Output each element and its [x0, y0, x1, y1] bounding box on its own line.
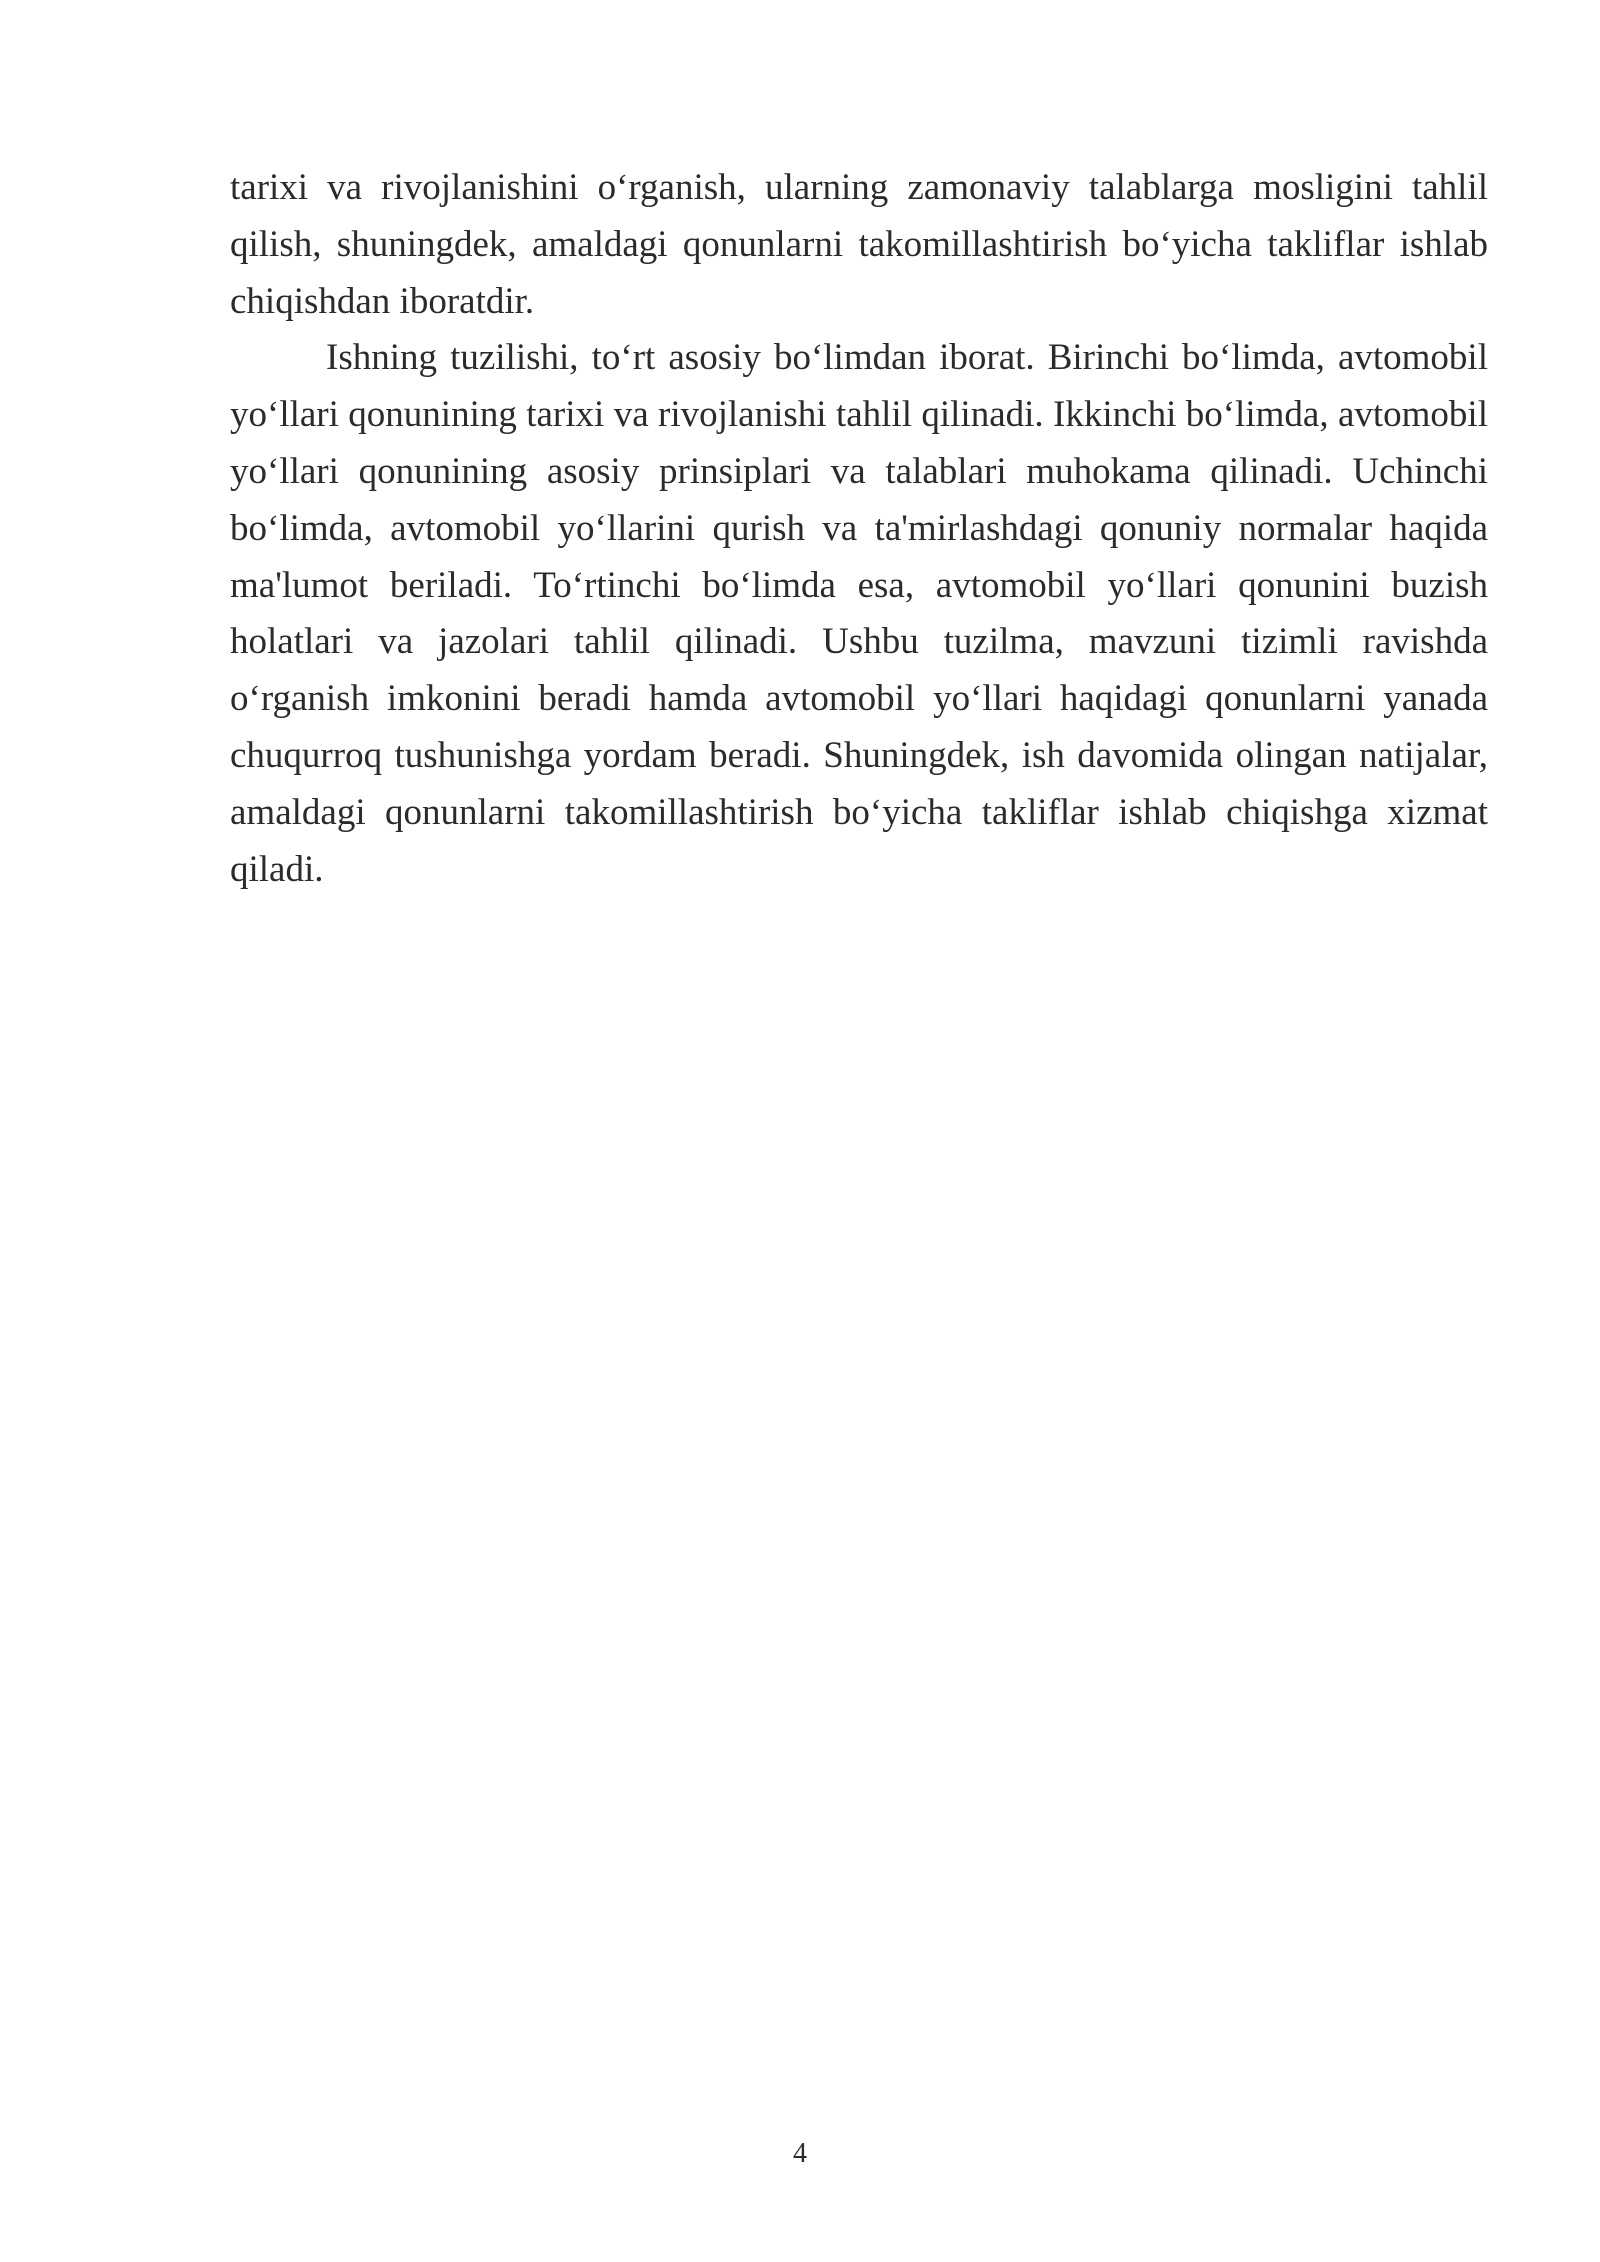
paragraph-continuation: tarixi va rivojlanishini o‘rganish, ularning zamonaviy talablarga mosligini tahlil qilish, shuningdek, amaldagi qonunlarni takomillashtirish bo‘yicha takliflar ishlab chiqishdan iboratdir. [230, 167, 1488, 322]
page-number: 4 [793, 2138, 807, 2169]
body-text [230, 160, 1488, 898]
paragraph-structure: Ishning tuzilishi, to‘rt asosiy bo‘limdan iborat. Birinchi bo‘limda, avtomobil yo‘llari qonunining tarixi va rivojlanishi tahlil qilinadi. Ikkinchi bo‘limda, avtomobil yo‘llari qonunining asosiy prinsiplari va talablari muhokama qilinadi. Uchinchi bo‘limda, avtomobil yo‘llarini qurish va ta'mirlashdagi qonuniy normalar haqida ma'lumot beriladi. To‘rtinchi bo‘limda esa, avtomobil yo‘llari qonunini buzish holatlari va jazolari tahlil qilinadi. Ushbu tuzilma, mavzuni tizimli ravishda o‘rganish imkonini beradi hamda avtomobil yo‘llari haqidagi qonunlarni yanada chuqurroq tushunishga yordam beradi. Shuningdek, ish davomida olingan natijalar, amaldagi qonunlarni takomillashtirish bo‘yicha takliflar ishlab chiqishga xizmat qiladi. [230, 337, 1488, 890]
